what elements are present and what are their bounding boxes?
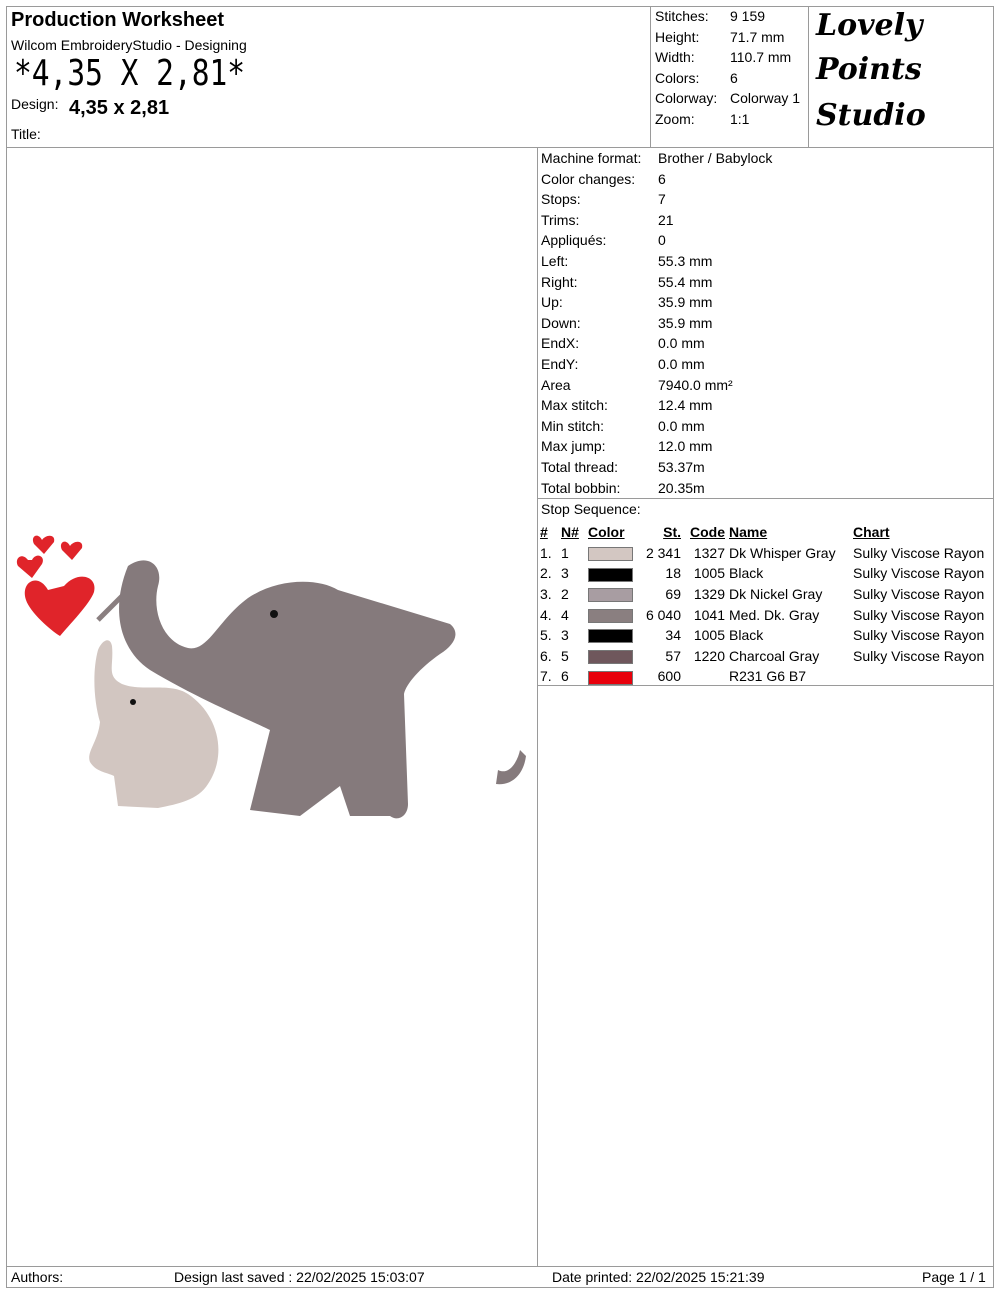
design-value: 4,35 x 2,81 bbox=[69, 97, 170, 119]
color-swatch-cell bbox=[588, 625, 636, 646]
cell-needle: 4 bbox=[561, 606, 569, 623]
header-vdivider-1 bbox=[650, 6, 651, 147]
table-row bbox=[540, 543, 993, 564]
detail-value: 0.0 mm bbox=[658, 335, 705, 352]
detail-label: Left: bbox=[541, 253, 569, 269]
table-row bbox=[540, 584, 993, 605]
heart-small-3 bbox=[33, 536, 54, 554]
summary-value: Colorway 1 bbox=[730, 90, 801, 107]
detail-label: EndY: bbox=[541, 356, 579, 372]
stop-sequence-table bbox=[540, 522, 993, 687]
detail-label: Right: bbox=[541, 273, 578, 290]
cell-needle: 5 bbox=[561, 647, 569, 664]
col-code: Code bbox=[690, 524, 725, 541]
color-swatch-cell bbox=[588, 666, 636, 687]
detail-label: Max jump: bbox=[541, 438, 606, 455]
cell-idx: 4. bbox=[540, 606, 552, 623]
col-st: St. bbox=[663, 524, 681, 541]
summary-value: 71.7 mm bbox=[730, 28, 785, 45]
cell-st: 34 bbox=[665, 627, 681, 644]
table-row bbox=[540, 604, 993, 625]
detail-value: 0.0 mm bbox=[658, 417, 705, 434]
cell-chart: Sulky Viscose Rayon bbox=[853, 586, 985, 603]
color-swatch-cell bbox=[588, 543, 636, 564]
color-swatch bbox=[588, 671, 633, 685]
design-label: Design: bbox=[11, 96, 59, 112]
detail-value: 55.4 mm bbox=[658, 273, 713, 290]
detail-label: Up: bbox=[541, 294, 563, 311]
cell-code: 1327 bbox=[693, 544, 725, 561]
cell-code bbox=[681, 666, 725, 687]
cell-needle: 1 bbox=[561, 544, 569, 561]
detail-value: 0.0 mm bbox=[658, 356, 705, 372]
cell-idx: 5. bbox=[540, 627, 552, 644]
detail-label: EndX: bbox=[541, 335, 580, 352]
col-chart: Chart bbox=[853, 524, 890, 541]
detail-label: Min stitch: bbox=[541, 417, 605, 434]
summary-label: Stitches: bbox=[655, 8, 709, 24]
cell-chart: Sulky Viscose Rayon bbox=[853, 544, 985, 561]
cell-chart: Sulky Viscose Rayon bbox=[853, 565, 985, 582]
stop-sequence-heading: Stop Sequence: bbox=[541, 501, 641, 517]
cell-needle: 3 bbox=[561, 627, 569, 644]
summary-label: Zoom: bbox=[655, 111, 695, 127]
logo-line-2: Points bbox=[816, 52, 922, 87]
logo-line-3: Studio bbox=[816, 98, 926, 133]
detail-label: Total thread: bbox=[541, 459, 619, 475]
detail-label: Total bobbin: bbox=[541, 479, 621, 496]
cell-needle: 6 bbox=[561, 668, 569, 685]
heart-big bbox=[25, 577, 95, 636]
cell-name: Black bbox=[729, 627, 764, 644]
summary-label: Colorway: bbox=[655, 90, 718, 107]
cell-code: 1329 bbox=[693, 586, 725, 603]
detail-label: Down: bbox=[541, 314, 581, 331]
detail-value: 7 bbox=[658, 191, 666, 208]
footer-last-saved: Design last saved : 22/02/2025 15:03:07 bbox=[174, 1269, 425, 1285]
cell-st: 2 341 bbox=[645, 544, 681, 561]
detail-label: Trims: bbox=[541, 211, 580, 228]
detail-label: Color changes: bbox=[541, 170, 636, 187]
footer-page: Page 1 / 1 bbox=[922, 1269, 986, 1285]
color-swatch-cell bbox=[588, 584, 636, 605]
color-swatch bbox=[588, 609, 633, 623]
cell-name: Dk Nickel Gray bbox=[729, 586, 823, 603]
color-swatch bbox=[588, 588, 633, 602]
col-needle: N# bbox=[561, 524, 579, 541]
detail-label: Machine format: bbox=[541, 150, 642, 166]
cell-idx: 3. bbox=[540, 586, 552, 603]
color-swatch bbox=[588, 629, 633, 643]
color-swatch-cell bbox=[588, 563, 636, 584]
detail-value: Brother / Babylock bbox=[658, 150, 773, 166]
design-preview bbox=[8, 530, 533, 880]
summary-label: Height: bbox=[655, 28, 700, 45]
footer-authors: Authors: bbox=[11, 1269, 64, 1285]
cell-name: Charcoal Gray bbox=[729, 647, 820, 664]
cell-name: Med. Dk. Gray bbox=[729, 606, 820, 623]
worksheet-title: Production Worksheet bbox=[11, 9, 224, 31]
detail-value: 7940.0 mm² bbox=[658, 376, 733, 393]
detail-value: 35.9 mm bbox=[658, 294, 713, 311]
cell-code: 1005 bbox=[693, 565, 725, 582]
cell-needle: 2 bbox=[561, 586, 569, 603]
table-row bbox=[540, 666, 993, 687]
cell-st: 18 bbox=[665, 565, 681, 582]
detail-label: Max stitch: bbox=[541, 397, 608, 414]
cell-code: 1041 bbox=[693, 606, 725, 623]
col-name: Name bbox=[729, 524, 768, 541]
design-code: *4,35 X 2,81* bbox=[14, 53, 246, 94]
cell-chart: Sulky Viscose Rayon bbox=[853, 627, 985, 644]
col-idx: # bbox=[540, 524, 548, 541]
cell-st: 600 bbox=[657, 668, 681, 685]
cell-name: R231 G6 B7 bbox=[729, 668, 807, 685]
cell-needle: 3 bbox=[561, 565, 569, 582]
detail-label: Appliqués: bbox=[541, 232, 607, 249]
header-vdivider-2 bbox=[808, 6, 809, 147]
summary-label: Colors: bbox=[655, 69, 700, 86]
color-swatch-cell bbox=[588, 604, 636, 625]
detail-value: 53.37m bbox=[658, 459, 705, 475]
detail-value: 12.0 mm bbox=[658, 438, 713, 455]
detail-value: 0 bbox=[658, 232, 666, 249]
footer-date-printed: Date printed: 22/02/2025 15:21:39 bbox=[552, 1269, 765, 1285]
summary-value: 1:1 bbox=[730, 111, 750, 127]
cell-name: Dk Whisper Gray bbox=[729, 544, 836, 561]
body-vdivider bbox=[537, 147, 538, 1266]
logo-line-1: Lovely bbox=[816, 8, 923, 43]
cell-chart bbox=[853, 666, 993, 687]
color-swatch bbox=[588, 568, 633, 582]
detail-value: 21 bbox=[658, 211, 674, 228]
title-label: Title: bbox=[11, 126, 41, 142]
summary-value: 6 bbox=[730, 69, 738, 86]
table-header-row bbox=[540, 522, 993, 543]
heart-small-2 bbox=[61, 542, 82, 560]
cell-st: 69 bbox=[665, 586, 681, 603]
detail-label: Stops: bbox=[541, 191, 581, 208]
color-swatch bbox=[588, 547, 633, 561]
summary-value: 9 159 bbox=[730, 8, 766, 24]
col-color: Color bbox=[588, 524, 625, 541]
detail-value: 12.4 mm bbox=[658, 397, 713, 414]
cell-name: Black bbox=[729, 565, 764, 582]
summary-value: 110.7 mm bbox=[730, 49, 792, 66]
cell-code: 1220 bbox=[693, 647, 725, 664]
detail-value: 55.3 mm bbox=[658, 253, 713, 269]
cell-idx: 1. bbox=[540, 544, 552, 561]
detail-value: 6 bbox=[658, 170, 666, 187]
details-divider bbox=[537, 498, 994, 499]
table-row bbox=[540, 646, 993, 667]
detail-value: 35.9 mm bbox=[658, 314, 713, 331]
detail-label: Area bbox=[541, 376, 571, 393]
cell-code: 1005 bbox=[693, 627, 725, 644]
cell-chart: Sulky Viscose Rayon bbox=[853, 647, 985, 664]
cell-chart: Sulky Viscose Rayon bbox=[853, 606, 985, 623]
header-divider bbox=[6, 147, 994, 148]
cell-idx: 7. bbox=[540, 668, 552, 685]
cell-idx: 6. bbox=[540, 647, 552, 664]
footer-divider bbox=[6, 1266, 994, 1267]
cell-idx: 2. bbox=[540, 565, 552, 582]
table-row bbox=[540, 563, 993, 584]
cell-st: 57 bbox=[665, 647, 681, 664]
heart-small-1 bbox=[17, 556, 43, 578]
cell-st: 6 040 bbox=[645, 606, 681, 623]
color-swatch bbox=[588, 650, 633, 664]
color-swatch-cell bbox=[588, 646, 636, 667]
detail-value: 20.35m bbox=[658, 479, 705, 496]
software-name: Wilcom EmbroideryStudio - Designing bbox=[11, 37, 247, 53]
table-row bbox=[540, 625, 993, 646]
summary-label: Width: bbox=[655, 49, 695, 66]
